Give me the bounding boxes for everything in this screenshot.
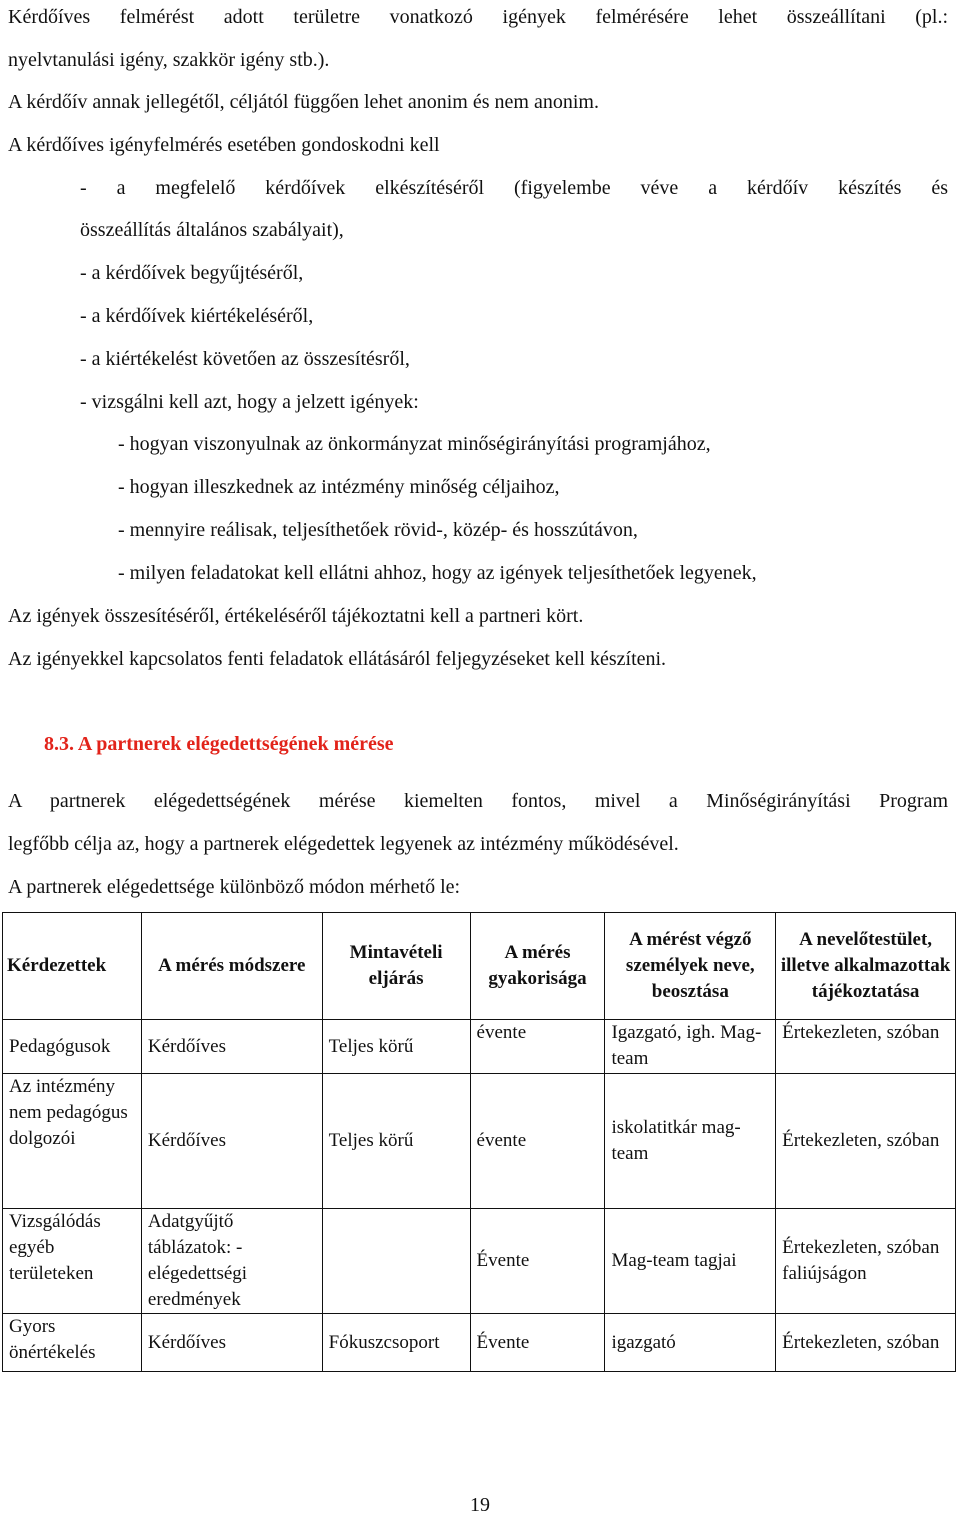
table-row	[3, 1209, 956, 1314]
paragraph-line: Az igények összesítéséről, értékeléséről tájékoztatni kell a partneri kört.	[8, 605, 584, 627]
header-performers: A mérést végző személyek neve, beosztása	[605, 913, 776, 1020]
paragraph-line: Kérdőíves felmérést adott területre vonatkozó igények felmérésére lehet összeállítani (pl.:	[8, 6, 948, 28]
cell-respondents: Gyors önértékelés	[3, 1314, 142, 1372]
bullet-line: - vizsgálni kell azt, hogy a jelzett igények:	[80, 391, 419, 413]
page-number: 19	[470, 1494, 490, 1516]
header-sampling: Mintavételi eljárás	[322, 913, 470, 1020]
cell-performers: Igazgató, igh. Mag-team	[605, 1020, 776, 1074]
partner-satisfaction-table	[2, 912, 956, 1372]
cell-information: Értekezleten, szóban	[776, 1020, 956, 1074]
cell-sampling: Fókuszcsoport	[322, 1314, 470, 1372]
header-method: A mérés módszere	[141, 913, 322, 1020]
bullet-line: összeállítás általános szabályait),	[80, 219, 344, 241]
sub-bullet-line: - milyen feladatokat kell ellátni ahhoz, hogy az igények teljesíthetőek legyenek,	[118, 562, 757, 584]
cell-respondents: Vizsgálódás egyéb területeken	[3, 1209, 142, 1314]
paragraph-line: A partnerek elégedettségének mérése kiemelten fontos, mivel a Minőségirányítási Program	[8, 790, 948, 812]
bullet-line: - a kérdőívek begyűjtéséről,	[80, 262, 304, 284]
cell-frequency: Évente	[470, 1209, 605, 1314]
cell-performers: iskolatitkár mag-team	[605, 1074, 776, 1209]
sub-bullet-line: - hogyan viszonyulnak az önkormányzat minőségirányítási programjához,	[118, 433, 711, 455]
cell-performers: igazgató	[605, 1314, 776, 1372]
table-header-row	[3, 913, 956, 1020]
sub-bullet-line: - hogyan illeszkednek az intézmény minőség céljaihoz,	[118, 476, 560, 498]
paragraph-line: A kérdőíves igényfelmérés esetében gondoskodni kell	[8, 134, 440, 156]
cell-frequency: évente	[470, 1074, 605, 1209]
header-frequency: A mérés gyakorisága	[470, 913, 605, 1020]
header-respondents: Kérdezettek	[3, 913, 142, 1020]
bullet-line: - a kérdőívek kiértékeléséről,	[80, 305, 314, 327]
paragraph-line: legfőbb célja az, hogy a partnerek elégedettek legyenek az intézmény működésével.	[8, 833, 679, 855]
cell-sampling: Teljes körű	[322, 1020, 470, 1074]
cell-method: Kérdőíves	[141, 1314, 322, 1372]
cell-information: Értekezleten, szóban	[776, 1314, 956, 1372]
cell-sampling: Teljes körű	[322, 1074, 470, 1209]
cell-performers: Mag-team tagjai	[605, 1209, 776, 1314]
table-row	[3, 1074, 956, 1209]
cell-frequency: évente	[470, 1020, 605, 1074]
paragraph-line: Az igényekkel kapcsolatos fenti feladatok ellátásáról feljegyzéseket kell készíteni.	[8, 648, 667, 670]
cell-respondents: Az intézmény nem pedagógus dolgozói	[3, 1074, 142, 1209]
paragraph-line: A partnerek elégedettsége különböző módon mérhető le:	[8, 876, 461, 898]
bullet-line: - a kiértékelést követően az összesítésről,	[80, 348, 410, 370]
table-row	[3, 1020, 956, 1074]
bullet-line: - a megfelelő kérdőívek elkészítéséről (figyelembe véve a kérdőív készítés és	[80, 177, 948, 199]
sub-bullet-line: - mennyire reálisak, teljesíthetőek rövid-, közép- és hosszútávon,	[118, 519, 638, 541]
cell-sampling	[322, 1209, 470, 1314]
paragraph-line: nyelvtanulási igény, szakkör igény stb.).	[8, 49, 330, 71]
cell-respondents: Pedagógusok	[3, 1020, 142, 1074]
section-heading: 8.3. A partnerek elégedettségének mérése	[44, 733, 394, 755]
cell-information: Értekezleten, szóban faliújságon	[776, 1209, 956, 1314]
cell-method: Kérdőíves	[141, 1074, 322, 1209]
cell-frequency: Évente	[470, 1314, 605, 1372]
header-information: A nevelőtestület, illetve alkalmazottak tájékoztatása	[776, 913, 956, 1020]
cell-information: Értekezleten, szóban	[776, 1074, 956, 1209]
cell-method: Adatgyűjtő táblázatok: - elégedettségi eredmények	[141, 1209, 322, 1314]
paragraph-line: A kérdőív annak jellegétől, céljától függően lehet anonim és nem anonim.	[8, 91, 599, 113]
cell-method: Kérdőíves	[141, 1020, 322, 1074]
table-row	[3, 1314, 956, 1372]
